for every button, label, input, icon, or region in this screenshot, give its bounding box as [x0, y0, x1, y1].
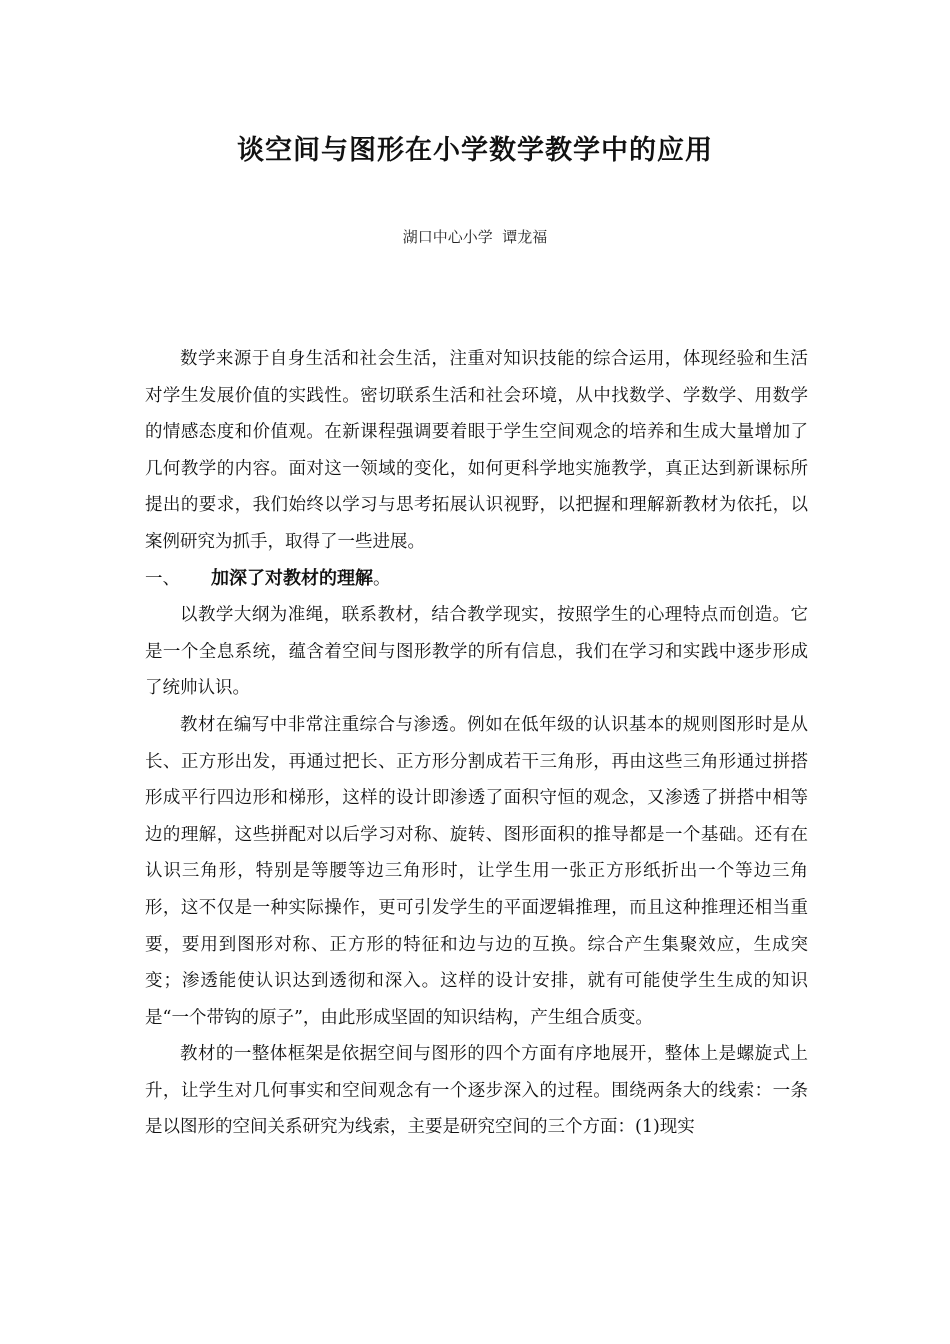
- section-heading-text: 加深了对教材的理解: [211, 567, 373, 589]
- body-paragraph: 以教学大纲为准绳，联系教材，结合教学现实，按照学生的心理特点而创造。它是一个全息系统，蕴含着空间与图形教学的所有信息，我们在学习和实践中逐步形成了统帅认识。: [145, 605, 808, 699]
- author-line: 湖口中心小学 谭龙福: [402, 228, 548, 246]
- section-heading-1: [145, 561, 808, 598]
- document-body: [145, 341, 808, 1146]
- body-paragraph: 教材的一整体框架是依据空间与图形的四个方面有序地展开，整体上是螺旋式上升，让学生对几何事实和空间观念有一个逐步深入的过程。围绕两条大的线索：一条是以图形的空间关系研究为线索，主要是研究空间的三个方面：(1)现实: [145, 1044, 808, 1138]
- section-heading-punct: 。: [373, 568, 391, 589]
- page-title: 谈空间与图形在小学数学教学中的应用: [237, 135, 713, 166]
- body-paragraph: 教材在编写中非常注重综合与渗透。例如在低年级的认识基本的规则图形时是从长、正方形出发，再通过把长、正方形分割成若干三角形，再由这些三角形通过拼搭形成平行四边形和梯形，这样的设计即渗透了面积守恒的观念，又渗透了拼搭中相等边的理解，这些拼配对以后学习对称、旋转、图形面积的推导都是一个基础。还有在认识三角形，特别是等腰等边三角形时，让学生用一张正方形纸折出一个等边三角形，这不仅是一种实际操作，更可引发学生的平面逻辑推理，而且这种推理还相当重要，要用到图形对称、正方形的特征和边与边的互换。综合产生集聚效应，生成突变；渗透能使认识达到透彻和深入。这样的设计安排，就有可能使学生生成的知识是“一个带钩的原子”，由此形成坚固的知识结构，产生组合质变。: [145, 714, 808, 1028]
- intro-paragraph: 数学来源于自身生活和社会生活，注重对知识技能的综合运用，体现经验和生活对学生发展价值的实践性。密切联系生活和社会环境，从中找数学、学数学、用数学的情感态度和价值观。在新课程强调要着眼于学生空间观念的培养和生成大量增加了几何教学的内容。面对这一领域的变化，如何更科学地实施教学，真正达到新课标所提出的要求，我们始终以学习与思考拓展认识视野，以把握和理解新教材为依托，以案例研究为抓手，取得了一些进展。: [145, 349, 808, 552]
- section-number: 一、: [145, 568, 180, 589]
